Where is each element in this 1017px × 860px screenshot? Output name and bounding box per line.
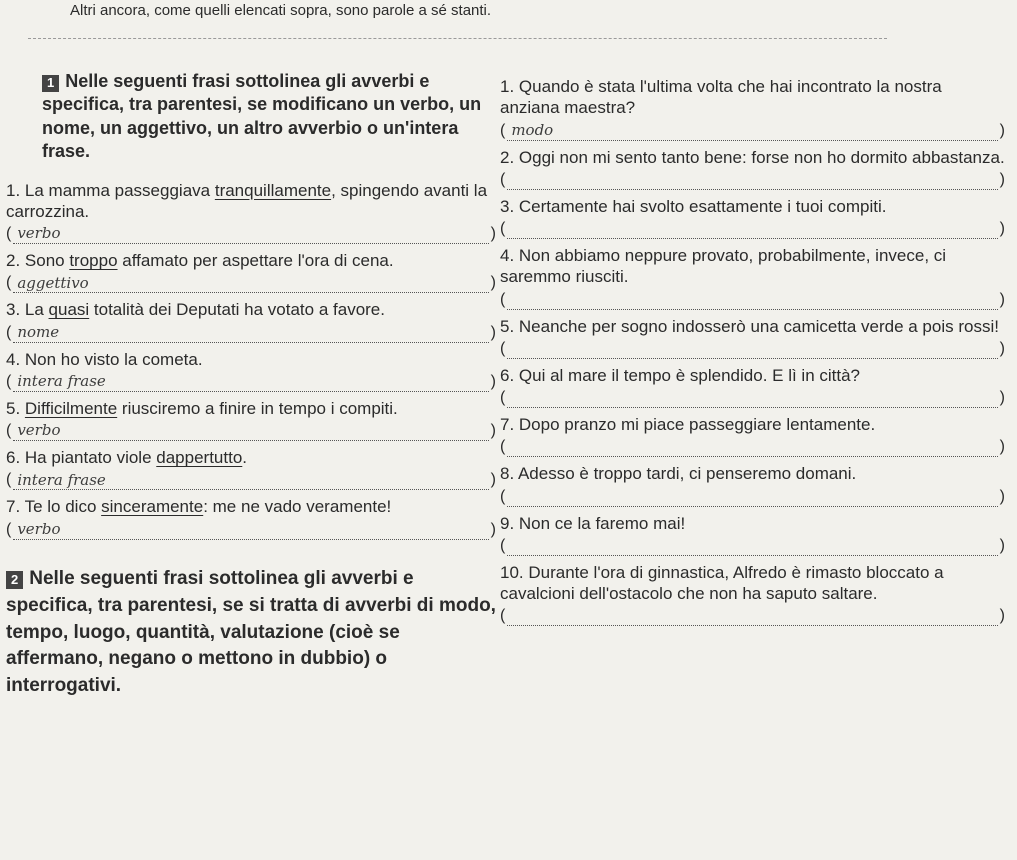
exercise-1-items — [6, 180, 496, 540]
paren-close: ) — [999, 487, 1005, 505]
exercise-2-sentence: 7. Dopo pranzo mi piace passeggiare lentamente. — [500, 415, 876, 434]
answer-line[interactable] — [507, 611, 997, 626]
handwritten-answer: aggettivo — [17, 273, 89, 292]
answer-line[interactable] — [507, 492, 997, 507]
exercise-1-sentence — [6, 180, 496, 223]
sentence-text: . — [242, 448, 248, 468]
answer-line[interactable] — [507, 393, 997, 408]
sentence-text: 7. Te lo dico — [6, 497, 102, 517]
answer-blank — [6, 323, 496, 343]
answer-line[interactable] — [13, 372, 488, 392]
answer-line[interactable] — [13, 519, 488, 540]
paren-open: ( — [500, 339, 506, 357]
exercise-1-sentence — [6, 447, 496, 468]
exercise-1-heading — [6, 70, 496, 164]
exercise-1-sentence — [6, 250, 496, 271]
handwritten-answer: modo — [511, 120, 554, 139]
answer-blank — [500, 536, 1005, 556]
paren-open: ( — [500, 607, 506, 625]
exercise-1-instructions: Nelle seguenti frasi sottolinea gli avverbi e specifica, tra parentesi, se modificano un verbo, un nome, un aggettivo, un altro avverbio o un'intera frase. — [42, 71, 482, 162]
underlined-adverb: dappertutto — [156, 448, 243, 468]
paren-close: ) — [999, 438, 1005, 456]
answer-line[interactable] — [13, 470, 488, 490]
paren-close: ) — [490, 274, 496, 292]
paren-close: ) — [999, 536, 1005, 554]
paren-close: ) — [999, 339, 1005, 357]
answer-blank — [6, 224, 496, 244]
paren-open: ( — [500, 121, 506, 139]
paren-close: ) — [999, 290, 1005, 308]
paren-open: ( — [500, 290, 506, 308]
answer-blank — [500, 339, 1005, 359]
answer-line[interactable] — [13, 421, 488, 441]
exercise-2-sentence: 6. Qui al mare il tempo è splendido. E lì in città? — [500, 365, 861, 385]
paren-close: ) — [490, 323, 496, 341]
handwritten-answer: verbo — [17, 224, 61, 243]
sentence-text: 4. Non ho visto la cometa. — [6, 349, 203, 369]
handwritten-answer: verbo — [17, 421, 61, 440]
paren-open: ( — [500, 536, 506, 554]
exercise-1-number: 1 — [42, 75, 59, 92]
paren-open: ( — [6, 422, 12, 440]
answer-line[interactable] — [507, 442, 997, 457]
paren-close: ) — [490, 422, 496, 440]
exercise-2-sentence: 1. Quando è stata l'ultima volta che hai incontrato la nostra anziana maestra? — [500, 77, 942, 118]
exercise-1-sentence — [6, 496, 496, 517]
answer-blank — [500, 388, 1005, 408]
answer-line[interactable] — [507, 120, 997, 141]
exercise-2-instructions: Nelle seguenti frasi sottolinea gli avverbi e specifica, tra parentesi, se si tratta di avverbi di modo, tempo, luogo, quantità, valutazione (cioè se affermano, negano o mettono in dubbio) o interrogativi. — [6, 567, 496, 697]
exercise-1-right-items — [500, 76, 1005, 626]
answer-blank — [500, 170, 1005, 190]
left-column — [6, 70, 496, 700]
answer-blank — [500, 437, 1005, 457]
paren-open: ( — [6, 323, 12, 341]
section-divider — [28, 38, 887, 39]
answer-blank — [6, 421, 496, 441]
sentence-text: 5. — [6, 398, 25, 418]
sentence-text: 6. Ha piantato viole — [6, 448, 157, 468]
intro-line: Altri ancora, come quelli elencati sopra, sono parole a sé stanti. — [70, 2, 492, 19]
underlined-adverb: troppo — [69, 251, 118, 271]
paren-close: ) — [999, 121, 1005, 139]
handwritten-answer: intera frase — [17, 372, 106, 391]
answer-blank — [500, 606, 1005, 626]
paren-close: ) — [490, 520, 496, 538]
right-column — [500, 76, 1005, 632]
exercise-2-heading — [6, 566, 496, 701]
answer-line[interactable] — [13, 322, 488, 343]
exercise-2-sentence: 4. Non abbiamo neppure provato, probabilmente, invece, ci saremmo riusciti. — [500, 246, 947, 287]
underlined-adverb: Difficilmente — [24, 398, 118, 418]
answer-blank — [500, 121, 1005, 141]
answer-blank — [6, 273, 496, 293]
exercise-1-sentence — [6, 349, 496, 370]
answer-blank — [6, 470, 496, 490]
underlined-adverb: tranquillamente — [214, 180, 332, 200]
answer-blank — [500, 290, 1005, 310]
answer-line[interactable] — [507, 541, 997, 556]
sentence-text: , spingendo avanti la carrozzina. — [6, 180, 488, 221]
paren-open: ( — [500, 438, 506, 456]
paren-open: ( — [6, 520, 12, 538]
sentence-text: affamato per aspettare l'ora di cena. — [117, 251, 394, 271]
paren-open: ( — [6, 274, 12, 292]
sentence-text: 3. La — [6, 300, 49, 320]
handwritten-answer: verbo — [17, 519, 61, 538]
answer-line[interactable] — [13, 224, 488, 244]
exercise-2-sentence: 10. Durante l'ora di ginnastica, Alfredo è rimasto bloccato a cavalcioni dell'ostacolo che non ha saputo saltare. — [500, 562, 944, 603]
paren-open: ( — [6, 225, 12, 243]
answer-blank — [6, 372, 496, 392]
sentence-text: 1. La mamma passeggiava — [6, 180, 215, 200]
paren-open: ( — [500, 389, 506, 406]
underlined-adverb: quasi — [48, 300, 90, 320]
answer-line[interactable] — [507, 295, 997, 310]
paren-open: ( — [500, 220, 506, 237]
paren-open: ( — [500, 170, 506, 188]
paren-open: ( — [6, 471, 12, 489]
answer-line[interactable] — [13, 273, 488, 293]
exercise-2-sentence: 5. Neanche per sogno indosserò una camicetta verde a pois rossi! — [500, 316, 999, 336]
paren-open: ( — [6, 372, 12, 390]
exercise-1-sentence — [6, 299, 496, 320]
paren-close: ) — [490, 225, 496, 243]
underlined-adverb: sinceramente — [101, 497, 204, 517]
exercise-2-sentence: 9. Non ce la faremo mai! — [500, 513, 686, 533]
paren-open: ( — [500, 487, 506, 505]
exercise-2-sentence: 8. Adesso è troppo tardi, ci penseremo domani. — [500, 464, 857, 484]
answer-blank — [500, 487, 1005, 507]
sentence-text: totalità dei Deputati ha votato a favore. — [89, 300, 385, 320]
exercise-2-sentence: 2. Oggi non mi sento tanto bene: forse non ho dormito abbastanza. — [500, 147, 1005, 167]
exercise-2-number: 2 — [6, 571, 23, 589]
answer-line[interactable] — [507, 224, 997, 239]
handwritten-answer: nome — [17, 322, 60, 341]
handwritten-answer: intera frase — [17, 470, 106, 489]
paren-close: ) — [999, 220, 1005, 237]
paren-close: ) — [999, 170, 1005, 188]
answer-blank — [6, 520, 496, 540]
exercise-2-sentence: 3. Certamente hai svolto esattamente i tuoi compiti. — [500, 196, 887, 216]
paren-close: ) — [999, 607, 1005, 625]
paren-close: ) — [490, 471, 496, 489]
sentence-text: riusciremo a finire in tempo i compiti. — [117, 398, 398, 418]
answer-blank — [500, 219, 1005, 239]
answer-line[interactable] — [507, 344, 997, 359]
paren-close: ) — [490, 372, 496, 390]
exercise-1-sentence — [6, 398, 496, 419]
paren-close: ) — [999, 389, 1005, 406]
sentence-text: : me ne vado veramente! — [203, 497, 392, 517]
sentence-text: 2. Sono — [6, 251, 70, 271]
answer-line[interactable] — [507, 175, 997, 190]
